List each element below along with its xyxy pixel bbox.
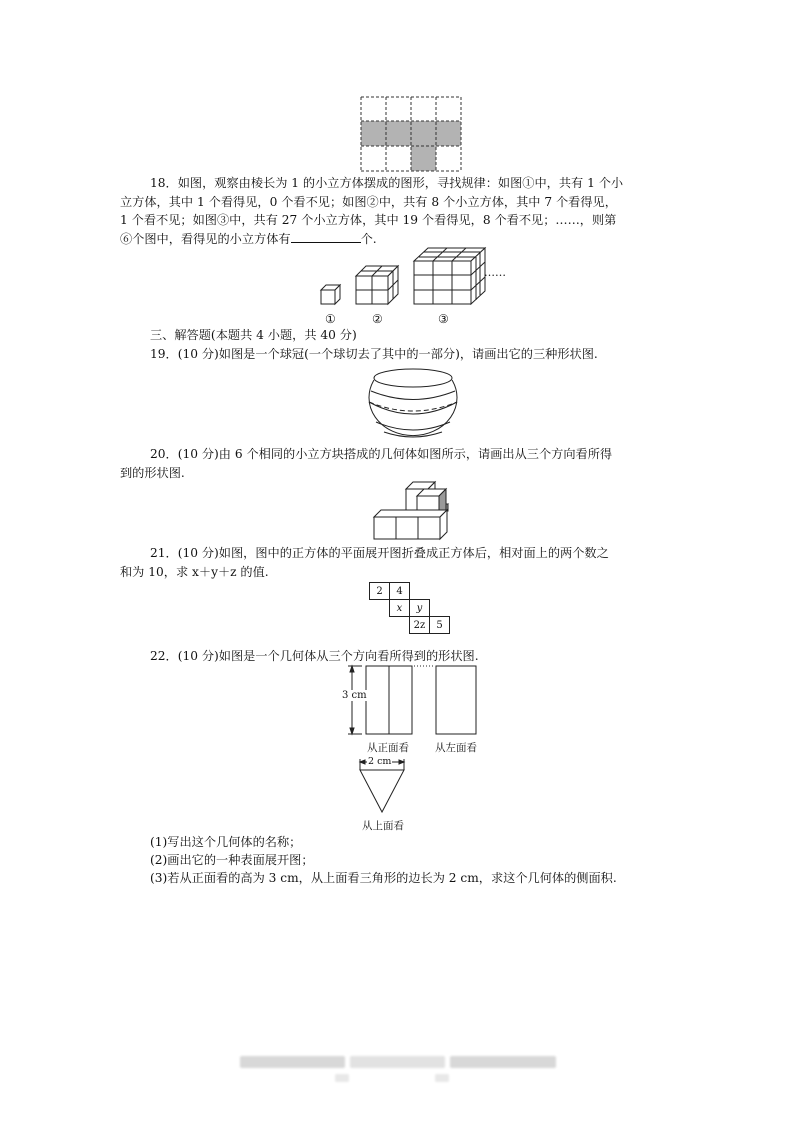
q19-text: 19．(10 分)如图是一个球冠(一个球切去了其中的一部分)，请画出它的三种形状图. <box>150 347 598 361</box>
q22-sub-1: (1)写出这个几何体的名称； <box>150 835 302 849</box>
answer-blank <box>291 230 361 243</box>
left-view-label: 从左面看 <box>435 742 477 754</box>
front-view-label: 从正面看 <box>367 742 409 754</box>
three-view-figure <box>340 664 490 742</box>
net-cell-2z: 2z <box>409 616 430 634</box>
net-cell-5: 5 <box>429 616 450 634</box>
q21-line-1: 21．(10 分)如图，图中的正方体的平面展开图折叠成正方体后，相对面上的两个数之 <box>150 546 609 560</box>
q20-line-1: 20．(10 分)由 6 个相同的小立方块搭成的几何体如图所示，请画出从三个方向看所得 <box>150 447 613 461</box>
q18-line-4-text: ⑥个图中，看得见的小立方体有 <box>120 232 291 246</box>
height-dimension-label: 3 cm <box>342 690 367 701</box>
cube-net-figure <box>369 582 459 646</box>
t-shape-grid-figure <box>360 96 462 172</box>
q21-line-2: 和为 10，求 x＋y＋z 的值. <box>120 565 269 579</box>
q22-text: 22．(10 分)如图是一个几何体从三个方向看所得到的形状图. <box>150 649 479 663</box>
q18-line-4-end: 个. <box>360 232 377 246</box>
q22-sub-2: (2)画出它的一种表面展开图； <box>150 853 314 867</box>
q18-line-2: 立方体，其中 1 个看得见，0 个看不见；如图②中，共有 8 个小立方体，其中 7 个看得见， <box>120 195 617 209</box>
q18-ellipsis: …… <box>484 266 506 279</box>
q20-line-2: 到的形状图. <box>120 466 185 480</box>
q18-line-3: 1 个看不见；如图③中，共有 27 个小立方体，其中 19 个看得见，8 个看不见；……，则第 <box>120 213 617 227</box>
cube-figure-label-1: ① <box>325 312 336 326</box>
cube-figure-label-3: ③ <box>438 312 449 326</box>
q22-sub-3: (3)若从正面看的高为 3 cm，从上面看三角形的边长为 2 cm，求这个几何体的侧面积. <box>150 871 617 885</box>
net-cell-y: y <box>409 599 430 617</box>
blurred-footer-watermark <box>240 1056 556 1086</box>
six-cube-solid-figure <box>372 479 454 541</box>
cube-figure-label-2: ② <box>372 312 383 326</box>
net-cell-4: 4 <box>389 582 410 600</box>
width-dimension-label: 2 cm <box>368 756 392 767</box>
section-3-heading: 三、解答题(本题共 4 小题，共 40 分) <box>150 328 357 342</box>
net-cell-x: x <box>389 599 410 617</box>
q18-line-1: 18．如图，观察由棱长为 1 的小立方体摆成的图形，寻找规律：如图①中，共有 1 个小 <box>150 176 624 190</box>
cube-sequence-figure <box>318 244 508 306</box>
net-cell-2: 2 <box>369 582 390 600</box>
top-view-label: 从上面看 <box>362 820 404 832</box>
spherical-cap-figure <box>366 364 460 444</box>
